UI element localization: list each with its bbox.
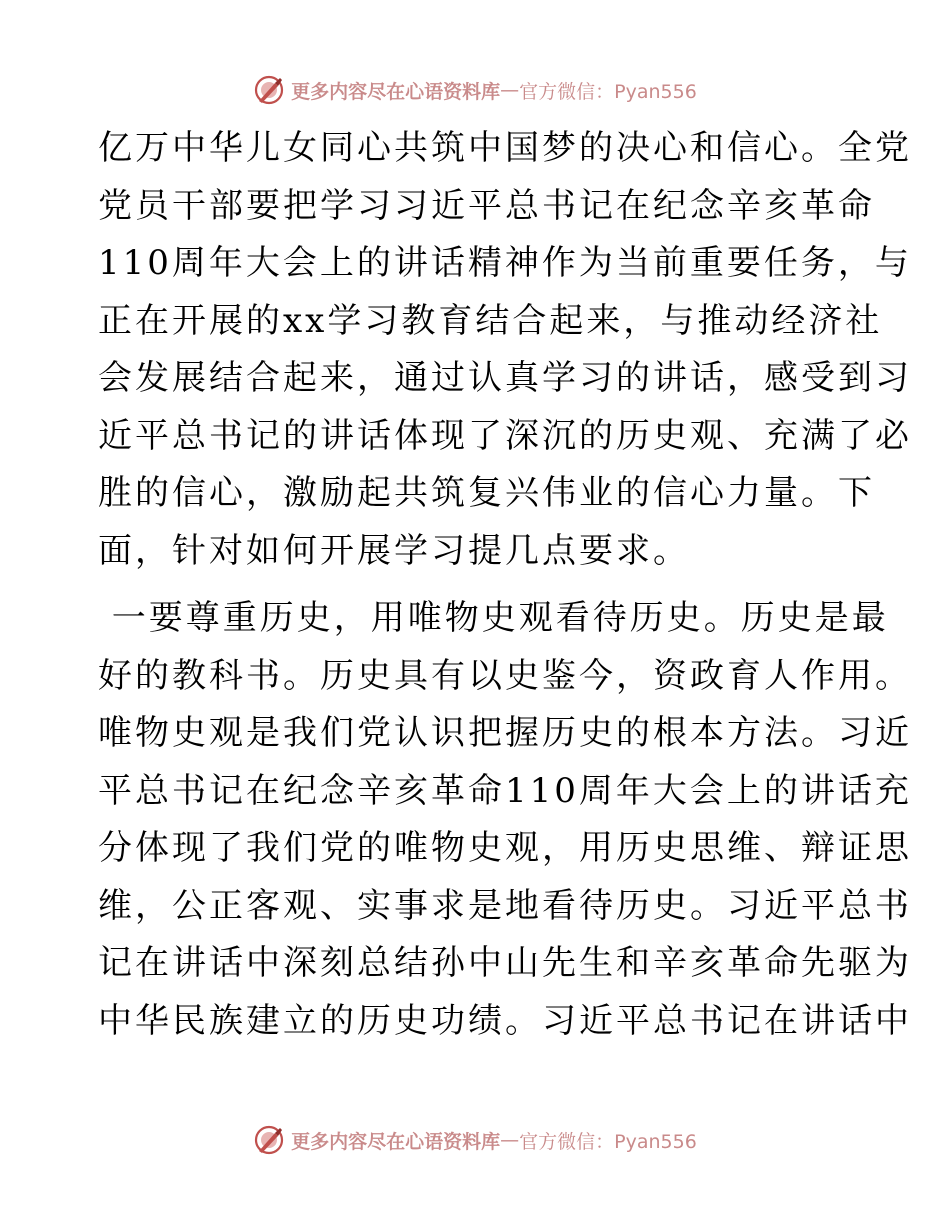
text-line: 近平总书记的讲话体现了深沉的历史观、充满了必 <box>98 415 912 456</box>
text-line: 分体现了我们党的唯物史观，用历史思维、辩证思 <box>98 828 912 868</box>
text-line: 中华民族建立的历史功绩。习近平总书记在讲话中 <box>98 1000 912 1041</box>
paragraph-spacer <box>98 580 858 590</box>
watermark-wechat: 官方微信：Pyan556 <box>519 1130 697 1153</box>
text-line: 好的教科书。历史具有以史鉴今，资政育人作用。 <box>98 655 912 696</box>
text-line: 会发展结合起来，通过认真学习的讲话，感受到习 <box>98 358 912 398</box>
text-line: 110周年大会上的讲话精神作为当前重要任务，与 <box>98 243 912 283</box>
text-line: 记在讲话中深刻总结孙中山先生和辛亥革命先驱为 <box>98 943 912 983</box>
watermark-text: 更多内容尽在心语资料库 <box>291 1130 501 1153</box>
text-line: 维，公正客观、实事求是地看待历史。习近平总书 <box>98 885 912 926</box>
watermark-text: 更多内容尽在心语资料库 <box>291 80 501 103</box>
pen-logo-icon <box>253 1124 285 1156</box>
text-line: 党员干部要把学习习近平总书记在纪念辛亥革命 <box>98 185 875 226</box>
text-line: 平总书记在纪念辛亥革命110周年大会上的讲话充 <box>98 770 912 811</box>
text-line: 唯物史观是我们党认识把握历史的根本方法。习近 <box>98 713 912 753</box>
text-line: 亿万中华儿女同心共筑中国梦的决心和信心。全党 <box>98 128 912 168</box>
pen-logo-icon <box>253 74 285 106</box>
header-watermark <box>0 70 950 110</box>
watermark-wechat: 官方微信：Pyan556 <box>519 80 697 103</box>
document-body <box>98 120 912 1050</box>
footer-watermark <box>0 1120 950 1160</box>
paragraph <box>98 120 912 580</box>
text-line: 面，针对如何开展学习提几点要求。 <box>98 530 690 571</box>
watermark-separator: — <box>500 1129 520 1151</box>
text-line: 正在开展的xx学习教育结合起来，与推动经济社 <box>98 300 883 341</box>
paragraph <box>98 590 912 1050</box>
text-line: 胜的信心，激励起共筑复兴伟业的信心力量。下 <box>98 473 875 513</box>
text-line: 一要尊重历史，用唯物史观看待历史。历史是最 <box>98 598 889 638</box>
watermark-separator: — <box>500 79 520 101</box>
